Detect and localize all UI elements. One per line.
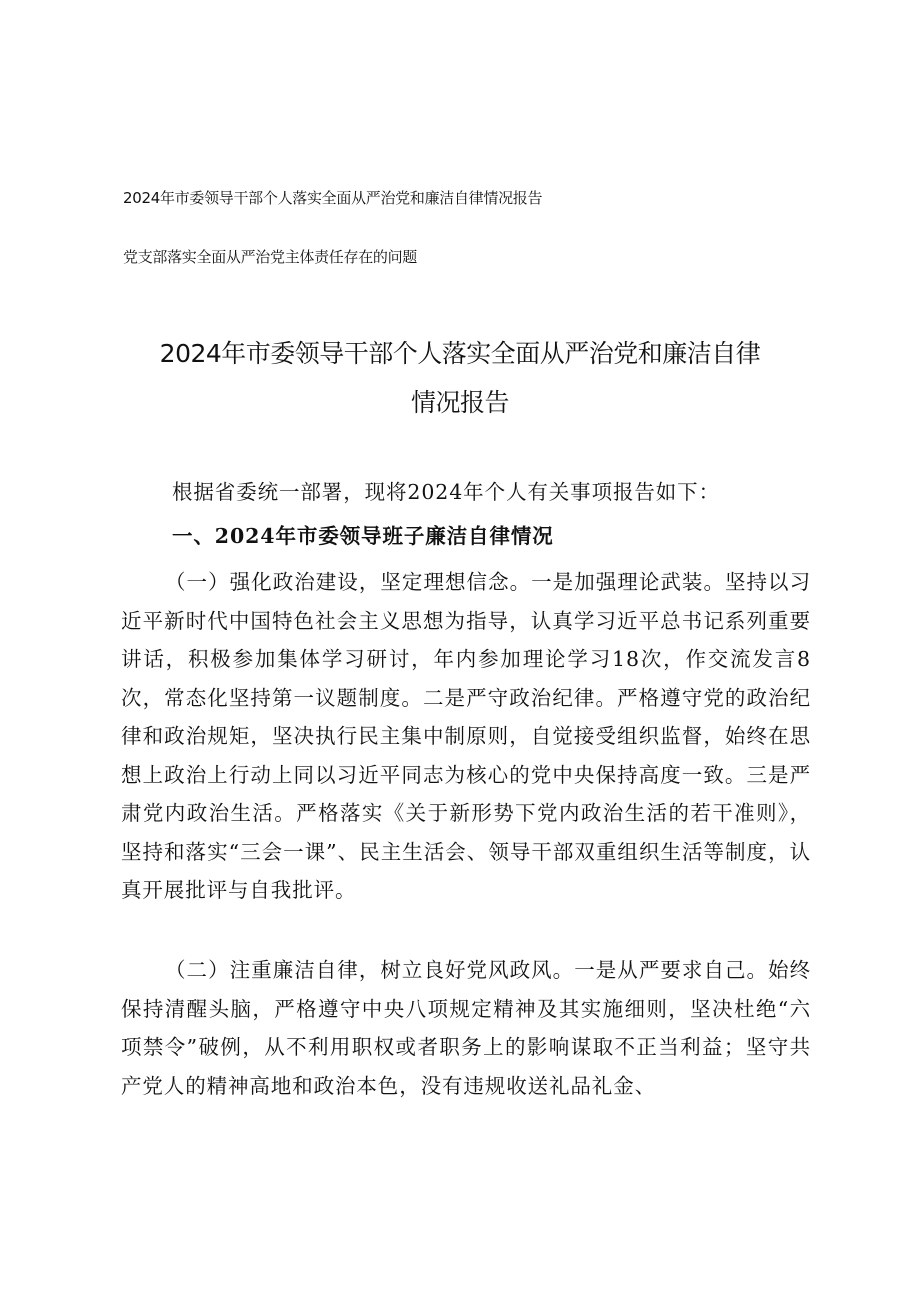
lead-paragraph: 根据省委统一部署，现将2024年个人有关事项报告如下：	[172, 480, 720, 504]
body-paragraph-1: （一）强化政治建设，坚定理想信念。一是加强理论武装。坚持以习近平新时代中国特色社会主义思想为指导，认真学习近平总书记系列重要讲话，积极参加集体学习研讨，年内参加理论学习18次，作交流发言8次，常态化坚持第一议题制度。二是严守政治纪律。严格遵守党的政治纪律和政治规矩，坚决执行民主集中制原则，自觉接受组织监督，始终在思想上政治上行动上同以习近平同志为核心的党中央保持高度一致。三是严肃党内政治生活。严格落实《关于新形势下党内政治生活的若干准则》，坚持和落实“三会一课”、民主生活会、领导干部双重组织生活等制度，认真开展批评与自我批评。	[121, 570, 811, 902]
section-heading: 一、2024年市委领导班子廉洁自律情况	[172, 524, 554, 548]
toc-item-report: 2024年市委领导干部个人落实全面从严治党和廉洁自律情况报告	[123, 189, 543, 207]
document-title-line-2: 情况报告	[410, 388, 509, 417]
document-title-line-1: 2024年市委领导干部个人落实全面从严治党和廉洁自律	[159, 339, 761, 368]
toc-item-problems: 党支部落实全面从严治党主体责任存在的问题	[123, 248, 418, 266]
body-paragraph-2: （二）注重廉洁自律，树立良好党风政风。一是从严要求自己。始终保持清醒头脑，严格遵守中央八项规定精神及其实施细则，坚决杜绝“六项禁令”破例，从不利用职权或者职务上的影响谋取不正当利益；坚守共产党人的精神高地和政治本色，没有违规收送礼品礼金、	[121, 958, 811, 1098]
